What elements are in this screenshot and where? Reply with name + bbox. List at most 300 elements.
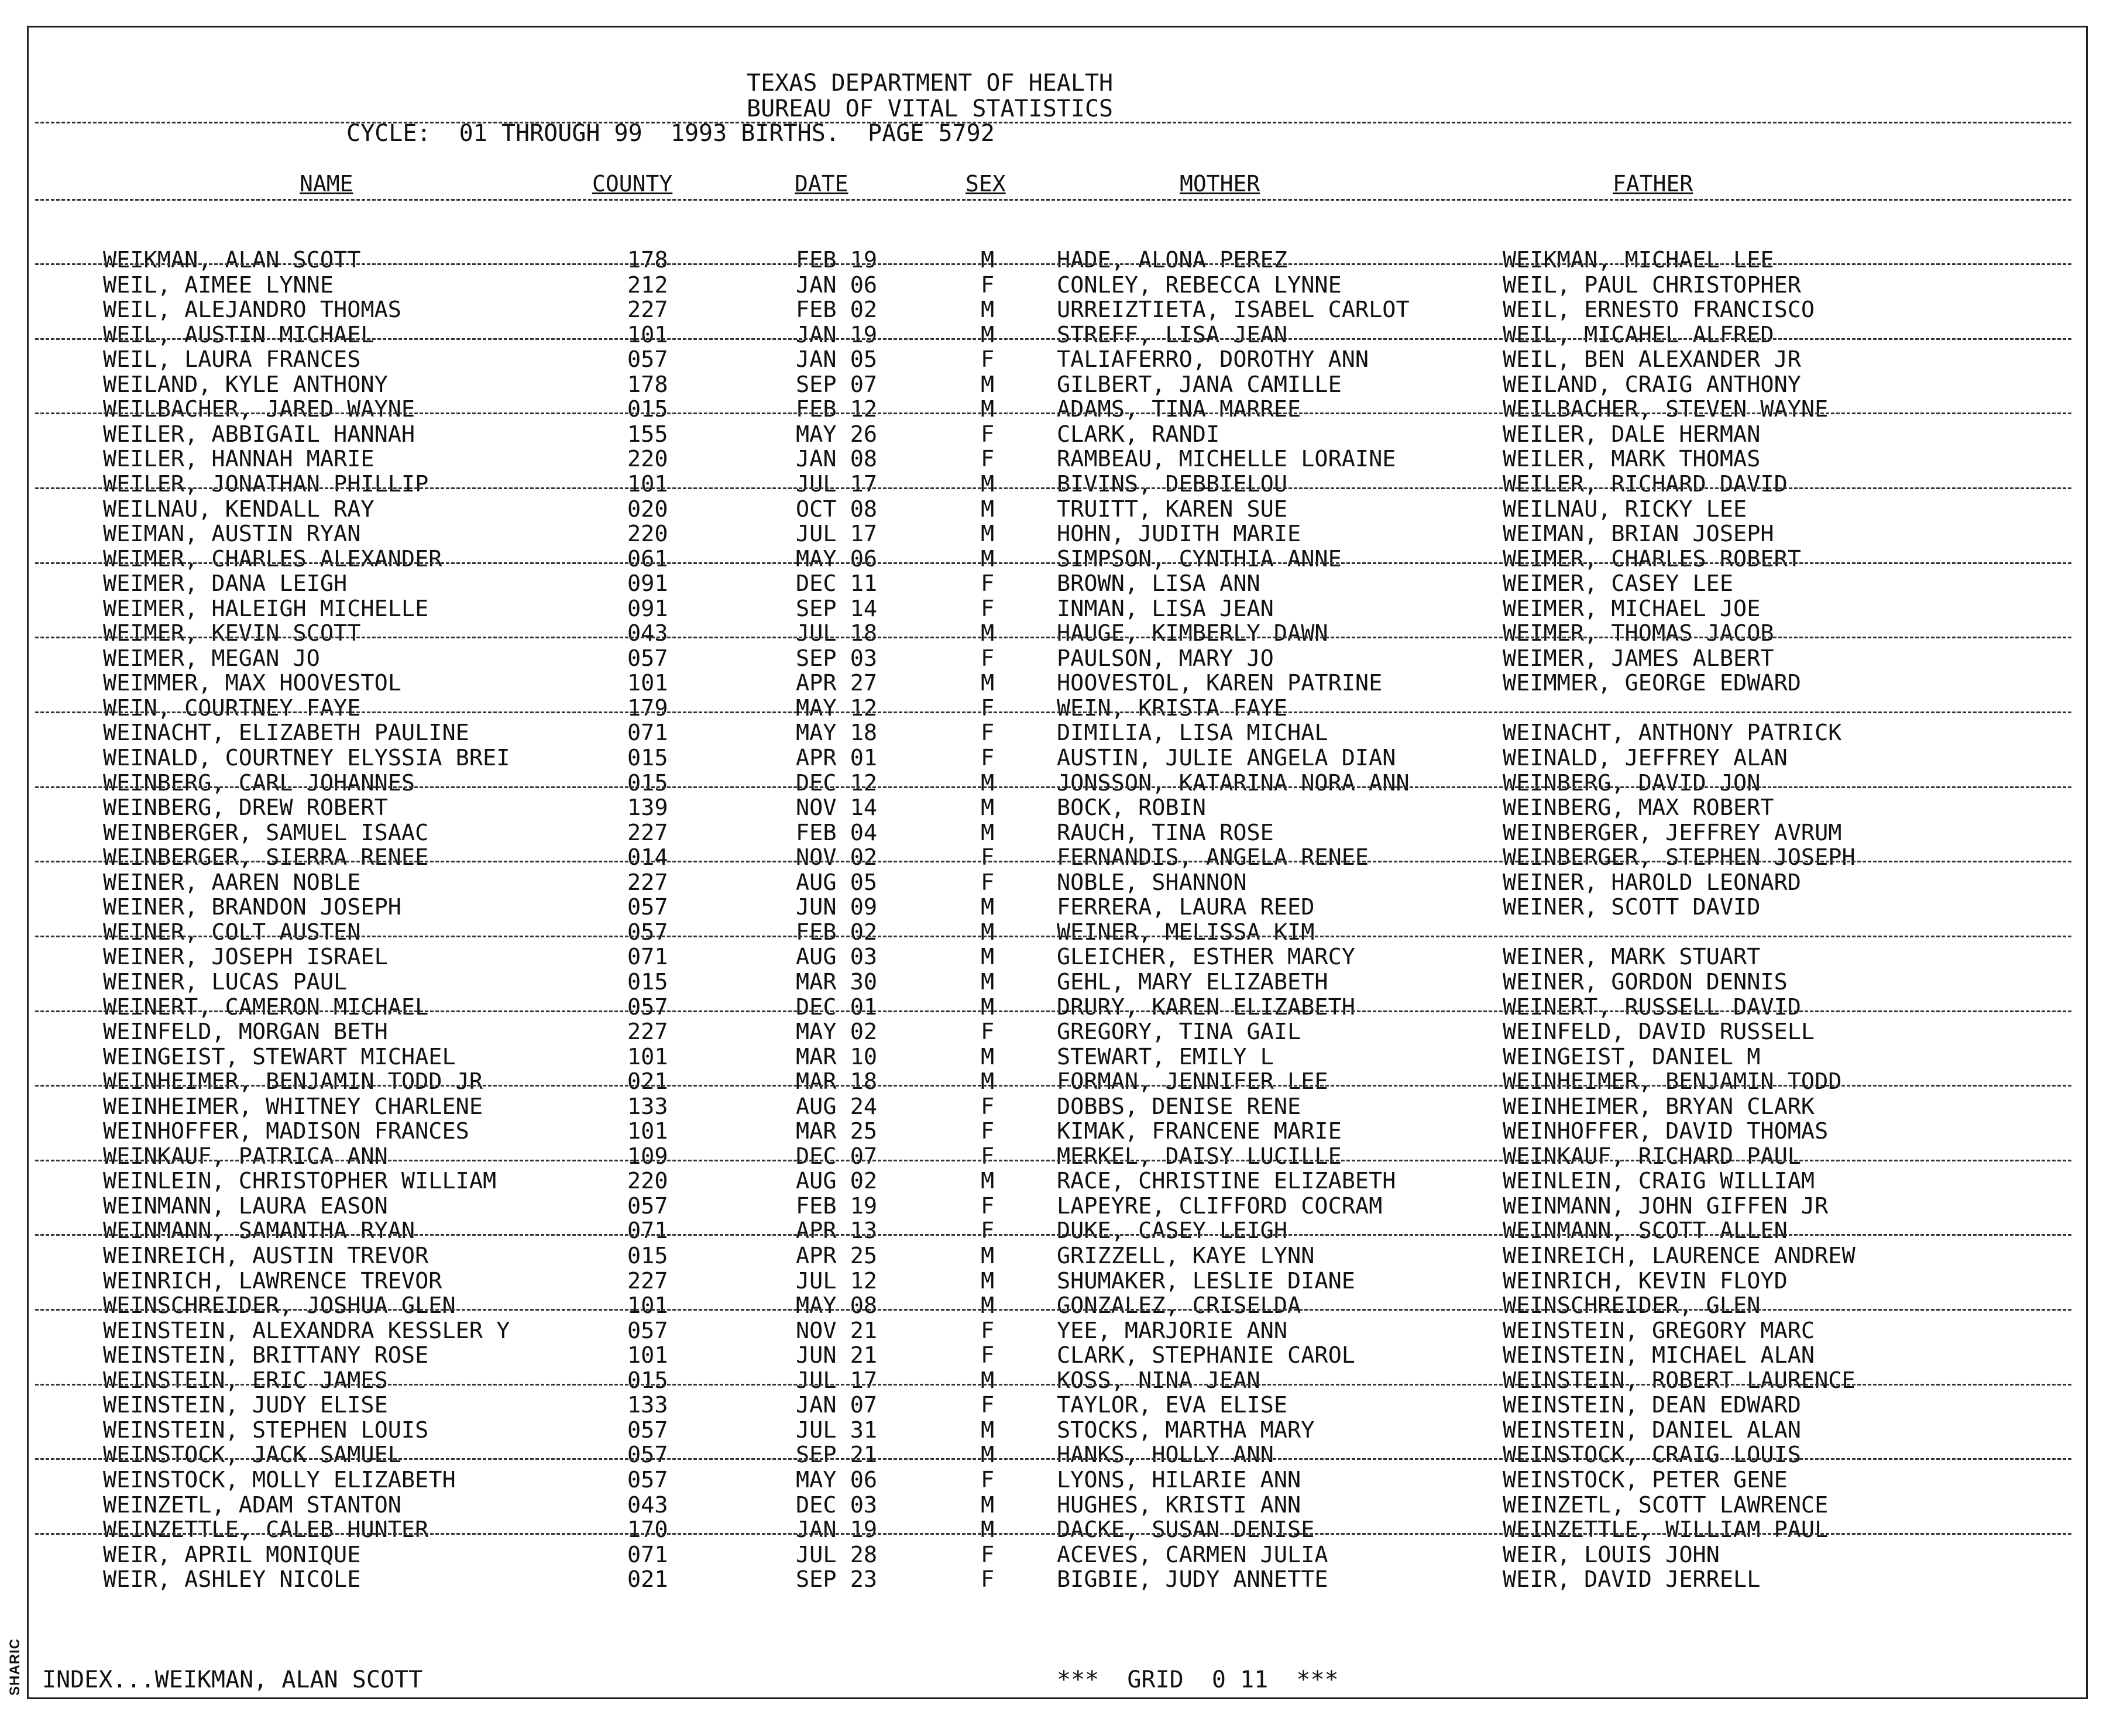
record-sex: M xyxy=(981,321,995,348)
record-mother-name: FERNANDIS, ANGELA RENEE xyxy=(1057,844,1369,871)
record-birth-date: MAR 18 xyxy=(796,1068,878,1095)
record-birth-date: FEB 02 xyxy=(796,919,878,946)
record-sex: F xyxy=(981,1317,995,1344)
record-child-name: WEILER, JONATHAN PHILLIP xyxy=(103,470,429,497)
record-birth-date: MAY 06 xyxy=(796,545,878,572)
record-mother-name: JONSSON, KATARINA NORA ANN xyxy=(1057,769,1410,796)
record-mother-name: GEHL, MARY ELIZABETH xyxy=(1057,968,1328,995)
record-father-name: WEILAND, CRAIG ANTHONY xyxy=(1503,371,1801,398)
record-county: 133 xyxy=(627,1392,668,1419)
record-county: 057 xyxy=(627,346,668,373)
record-child-name: WEINSTOCK, MOLLY ELIZABETH xyxy=(103,1466,456,1493)
record-sex: M xyxy=(981,670,995,697)
record-county: 057 xyxy=(627,1192,668,1219)
record-mother-name: LAPEYRE, CLIFFORD COCRAM xyxy=(1057,1192,1383,1219)
record-birth-date: SEP 21 xyxy=(796,1442,878,1469)
record-sex: M xyxy=(981,1243,995,1269)
record-child-name: WEIMER, DANA LEIGH xyxy=(103,570,348,597)
record-child-name: WEINSTEIN, ERIC JAMES xyxy=(103,1367,388,1394)
record-father-name: WEILBACHER, STEVEN WAYNE xyxy=(1503,396,1829,423)
record-mother-name: GILBERT, JANA CAMILLE xyxy=(1057,371,1342,398)
record-birth-date: SEP 03 xyxy=(796,645,878,672)
record-sex: M xyxy=(981,396,995,423)
record-mother-name: HANKS, HOLLY ANN xyxy=(1057,1442,1274,1469)
record-father-name: WEINER, SCOTT DAVID xyxy=(1503,894,1761,921)
record-birth-date: AUG 24 xyxy=(796,1093,878,1120)
record-mother-name: TALIAFERRO, DOROTHY ANN xyxy=(1057,346,1369,373)
record-mother-name: GLEICHER, ESTHER MARCY xyxy=(1057,944,1355,971)
record-child-name: WEINMANN, SAMANTHA RYAN xyxy=(103,1218,415,1245)
record-father-name: WEIKMAN, MICHAEL LEE xyxy=(1503,247,1774,273)
record-sex: F xyxy=(981,271,995,298)
record-birth-date: JUN 09 xyxy=(796,894,878,921)
record-county: 057 xyxy=(627,1466,668,1493)
record-father-name: WEINSTEIN, GREGORY MARC xyxy=(1503,1317,1815,1344)
record-county: 057 xyxy=(627,1317,668,1344)
record-county: 101 xyxy=(627,1342,668,1369)
record-birth-date: FEB 04 xyxy=(796,819,878,846)
record-child-name: WEINBERGER, SIERRA RENEE xyxy=(103,844,429,871)
record-birth-date: JUL 12 xyxy=(796,1267,878,1294)
record-father-name: WEINGEIST, DANIEL M xyxy=(1503,1043,1761,1070)
row-group-divider xyxy=(35,1458,2071,1460)
record-sex: F xyxy=(981,1143,995,1170)
record-mother-name: DIMILIA, LISA MICHAL xyxy=(1057,720,1328,747)
record-sex: M xyxy=(981,1367,995,1394)
record-sex: M xyxy=(981,470,995,497)
record-child-name: WEILER, ABBIGAIL HANNAH xyxy=(103,421,415,448)
record-birth-date: SEP 14 xyxy=(796,595,878,622)
record-father-name: WEILER, MARK THOMAS xyxy=(1503,446,1761,473)
record-child-name: WEINKAUF, PATRICA ANN xyxy=(103,1143,388,1170)
record-father-name: WEIR, LOUIS JOHN xyxy=(1503,1541,1720,1568)
record-county: 091 xyxy=(627,570,668,597)
record-birth-date: FEB 19 xyxy=(796,247,878,273)
record-mother-name: RAUCH, TINA ROSE xyxy=(1057,819,1274,846)
record-birth-date: JAN 19 xyxy=(796,1517,878,1544)
record-child-name: WEIL, LAURA FRANCES xyxy=(103,346,361,373)
row-group-divider xyxy=(35,1085,2071,1087)
record-sex: M xyxy=(981,968,995,995)
record-county: 015 xyxy=(627,745,668,771)
row-group-divider xyxy=(35,263,2071,265)
record-child-name: WEINBERG, CARL JOHANNES xyxy=(103,769,415,796)
record-father-name: WEINSTOCK, CRAIG LOUIS xyxy=(1503,1442,1801,1469)
record-child-name: WEIL, AIMEE LYNNE xyxy=(103,271,334,298)
record-birth-date: DEC 01 xyxy=(796,994,878,1020)
record-sex: M xyxy=(981,1417,995,1443)
record-child-name: WEINBERG, DREW ROBERT xyxy=(103,795,388,821)
record-county: 021 xyxy=(627,1566,668,1593)
record-birth-date: APR 13 xyxy=(796,1218,878,1245)
record-sex: M xyxy=(981,297,995,324)
record-father-name: WEIMER, MICHAEL JOE xyxy=(1503,595,1761,622)
record-father-name: WEINSTEIN, ROBERT LAURENCE xyxy=(1503,1367,1856,1394)
record-mother-name: HAUGE, KIMBERLY DAWN xyxy=(1057,620,1328,647)
row-group-divider xyxy=(35,1533,2071,1535)
record-mother-name: NOBLE, SHANNON xyxy=(1057,869,1247,896)
record-mother-name: MERKEL, DAISY LUCILLE xyxy=(1057,1143,1342,1170)
record-county: 227 xyxy=(627,297,668,324)
record-county: 101 xyxy=(627,1118,668,1145)
record-father-name: WEILNAU, RICKY LEE xyxy=(1503,496,1747,522)
record-sex: M xyxy=(981,1068,995,1095)
record-birth-date: JUL 18 xyxy=(796,620,878,647)
record-county: 071 xyxy=(627,1541,668,1568)
record-sex: M xyxy=(981,620,995,647)
record-sex: F xyxy=(981,1192,995,1219)
record-birth-date: JUL 17 xyxy=(796,521,878,548)
record-child-name: WEINSCHREIDER, JOSHUA GLEN xyxy=(103,1292,456,1319)
column-header-mother: MOTHER xyxy=(1180,171,1260,197)
record-birth-date: MAY 02 xyxy=(796,1019,878,1046)
record-sex: M xyxy=(981,894,995,921)
record-sex: M xyxy=(981,819,995,846)
record-mother-name: URREIZTIETA, ISABEL CARLOT xyxy=(1057,297,1410,324)
record-mother-name: FORMAN, JENNIFER LEE xyxy=(1057,1068,1328,1095)
record-father-name: WEINBERG, DAVID JON xyxy=(1503,769,1761,796)
record-birth-date: NOV 02 xyxy=(796,844,878,871)
record-mother-name: ADAMS, TINA MARREE xyxy=(1057,396,1301,423)
record-county: 015 xyxy=(627,1367,668,1394)
row-group-divider xyxy=(35,1384,2071,1386)
record-child-name: WEINSTEIN, BRITTANY ROSE xyxy=(103,1342,429,1369)
row-group-divider xyxy=(35,786,2071,788)
record-child-name: WEIL, ALEJANDRO THOMAS xyxy=(103,297,401,324)
record-father-name: WEINBERG, MAX ROBERT xyxy=(1503,795,1774,821)
record-child-name: WEINZETTLE, CALEB HUNTER xyxy=(103,1517,429,1544)
record-sex: F xyxy=(981,695,995,721)
column-header-sex: SEX xyxy=(965,171,1006,197)
record-county: 227 xyxy=(627,869,668,896)
record-child-name: WEINER, BRANDON JOSEPH xyxy=(103,894,401,921)
column-header-county: COUNTY xyxy=(592,171,673,197)
agency-title: TEXAS DEPARTMENT OF HEALTH xyxy=(747,70,1114,97)
record-sex: F xyxy=(981,844,995,871)
footer-grid: *** GRID 0 11 *** xyxy=(1057,1666,1339,1693)
record-mother-name: DRURY, KAREN ELIZABETH xyxy=(1057,994,1355,1020)
record-mother-name: TAYLOR, EVA ELISE xyxy=(1057,1392,1288,1419)
record-county: 043 xyxy=(627,620,668,647)
record-child-name: WEIMMER, MAX HOOVESTOL xyxy=(103,670,401,697)
record-mother-name: HOOVESTOL, KAREN PATRINE xyxy=(1057,670,1383,697)
record-father-name: WEIMMER, GEORGE EDWARD xyxy=(1503,670,1801,697)
record-father-name: WEINHEIMER, BRYAN CLARK xyxy=(1503,1093,1815,1120)
record-county: 057 xyxy=(627,645,668,672)
record-sex: F xyxy=(981,595,995,622)
record-father-name: WEINKAUF, RICHARD PAUL xyxy=(1503,1143,1801,1170)
record-father-name: WEIMER, CHARLES ROBERT xyxy=(1503,545,1801,572)
record-birth-date: MAY 06 xyxy=(796,1466,878,1493)
row-group-divider xyxy=(35,637,2071,638)
record-father-name: WEIL, ERNESTO FRANCISCO xyxy=(1503,297,1815,324)
record-mother-name: ACEVES, CARMEN JULIA xyxy=(1057,1541,1328,1568)
record-birth-date: MAR 10 xyxy=(796,1043,878,1070)
record-mother-name: KOSS, NINA JEAN xyxy=(1057,1367,1260,1394)
record-birth-date: JAN 05 xyxy=(796,346,878,373)
record-county: 057 xyxy=(627,919,668,946)
record-father-name: WEINFELD, DAVID RUSSELL xyxy=(1503,1019,1815,1046)
record-mother-name: CLARK, STEPHANIE CAROL xyxy=(1057,1342,1355,1369)
row-group-divider xyxy=(35,1010,2071,1012)
record-child-name: WEILNAU, KENDALL RAY xyxy=(103,496,374,522)
record-county: 021 xyxy=(627,1068,668,1095)
record-sex: M xyxy=(981,521,995,548)
record-sex: M xyxy=(981,1292,995,1319)
record-father-name: WEIL, MICAHEL ALFRED xyxy=(1503,321,1774,348)
record-father-name: WEINER, GORDON DENNIS xyxy=(1503,968,1788,995)
record-child-name: WEINGEIST, STEWART MICHAEL xyxy=(103,1043,456,1070)
record-county: 109 xyxy=(627,1143,668,1170)
record-sex: M xyxy=(981,1168,995,1195)
record-birth-date: SEP 23 xyxy=(796,1566,878,1593)
record-county: 015 xyxy=(627,396,668,423)
record-mother-name: DUKE, CASEY LEIGH xyxy=(1057,1218,1288,1245)
record-child-name: WEIMER, CHARLES ALEXANDER xyxy=(103,545,442,572)
record-sex: M xyxy=(981,496,995,522)
record-sex: M xyxy=(981,769,995,796)
record-county: 057 xyxy=(627,1442,668,1469)
record-birth-date: APR 27 xyxy=(796,670,878,697)
record-sex: M xyxy=(981,247,995,273)
record-birth-date: MAY 18 xyxy=(796,720,878,747)
record-father-name: WEIL, PAUL CHRISTOPHER xyxy=(1503,271,1801,298)
record-child-name: WEINERT, CAMERON MICHAEL xyxy=(103,994,429,1020)
record-birth-date: APR 01 xyxy=(796,745,878,771)
record-sex: F xyxy=(981,720,995,747)
record-birth-date: JUL 17 xyxy=(796,470,878,497)
record-child-name: WEILER, HANNAH MARIE xyxy=(103,446,374,473)
row-group-divider xyxy=(35,936,2071,937)
record-child-name: WEIMER, HALEIGH MICHELLE xyxy=(103,595,429,622)
record-father-name: WEINALD, JEFFREY ALAN xyxy=(1503,745,1788,771)
column-header-date: DATE xyxy=(795,171,848,197)
record-sex: F xyxy=(981,1118,995,1145)
record-child-name: WEIMAN, AUSTIN RYAN xyxy=(103,521,361,548)
record-sex: F xyxy=(981,645,995,672)
cycle-line: CYCLE: 01 THROUGH 99 1993 BIRTHS. PAGE 5792 xyxy=(346,120,995,147)
record-birth-date: JUN 21 xyxy=(796,1342,878,1369)
record-mother-name: DOBBS, DENISE RENE xyxy=(1057,1093,1301,1120)
record-birth-date: JUL 31 xyxy=(796,1417,878,1443)
record-child-name: WEINFELD, MORGAN BETH xyxy=(103,1019,388,1046)
record-mother-name: HADE, ALONA PEREZ xyxy=(1057,247,1288,273)
record-child-name: WEINMANN, LAURA EASON xyxy=(103,1192,388,1219)
record-county: 212 xyxy=(627,271,668,298)
record-mother-name: CONLEY, REBECCA LYNNE xyxy=(1057,271,1342,298)
row-group-divider xyxy=(35,1309,2071,1311)
row-group-divider xyxy=(35,412,2071,414)
record-father-name: WEINLEIN, CRAIG WILLIAM xyxy=(1503,1168,1815,1195)
record-father-name: WEINERT, RUSSELL DAVID xyxy=(1503,994,1801,1020)
record-county: 057 xyxy=(627,1417,668,1443)
record-child-name: WEINREICH, AUSTIN TREVOR xyxy=(103,1243,429,1269)
record-child-name: WEIL, AUSTIN MICHAEL xyxy=(103,321,374,348)
record-child-name: WEIR, APRIL MONIQUE xyxy=(103,1541,361,1568)
record-mother-name: BIVINS, DEBBIELOU xyxy=(1057,470,1288,497)
record-father-name: WEIMER, THOMAS JACOB xyxy=(1503,620,1774,647)
record-father-name: WEINREICH, LAURENCE ANDREW xyxy=(1503,1243,1856,1269)
record-birth-date: AUG 03 xyxy=(796,944,878,971)
record-birth-date: JUL 28 xyxy=(796,1541,878,1568)
record-birth-date: DEC 11 xyxy=(796,570,878,597)
side-label-text: SHARIC xyxy=(7,1638,23,1696)
record-sex: F xyxy=(981,1566,995,1593)
record-county: 101 xyxy=(627,321,668,348)
record-county: 220 xyxy=(627,446,668,473)
record-mother-name: PAULSON, MARY JO xyxy=(1057,645,1274,672)
record-child-name: WEINER, JOSEPH ISRAEL xyxy=(103,944,388,971)
record-sex: F xyxy=(981,1392,995,1419)
record-father-name: WEINHOFFER, DAVID THOMAS xyxy=(1503,1118,1829,1145)
record-birth-date: MAY 08 xyxy=(796,1292,878,1319)
record-county: 133 xyxy=(627,1093,668,1120)
record-child-name: WEINER, LUCAS PAUL xyxy=(103,968,348,995)
record-child-name: WEINHOFFER, MADISON FRANCES xyxy=(103,1118,469,1145)
record-birth-date: MAY 26 xyxy=(796,421,878,448)
record-sex: F xyxy=(981,1466,995,1493)
record-child-name: WEINALD, COURTNEY ELYSSIA BREI xyxy=(103,745,510,771)
record-father-name: WEINBERGER, JEFFREY AVRUM xyxy=(1503,819,1842,846)
record-county: 101 xyxy=(627,670,668,697)
record-county: 139 xyxy=(627,795,668,821)
record-father-name: WEILER, DALE HERMAN xyxy=(1503,421,1761,448)
record-child-name: WEINSTOCK, JACK SAMUEL xyxy=(103,1442,401,1469)
record-county: 071 xyxy=(627,1218,668,1245)
record-birth-date: AUG 05 xyxy=(796,869,878,896)
record-father-name: WEIMER, CASEY LEE xyxy=(1503,570,1734,597)
record-county: 043 xyxy=(627,1491,668,1518)
record-county: 170 xyxy=(627,1517,668,1544)
record-child-name: WEINHEIMER, BENJAMIN TODD JR xyxy=(103,1068,483,1095)
row-group-divider xyxy=(35,1160,2071,1161)
record-county: 061 xyxy=(627,545,668,572)
record-child-name: WEINACHT, ELIZABETH PAULINE xyxy=(103,720,469,747)
record-county: 178 xyxy=(627,371,668,398)
record-sex: M xyxy=(981,994,995,1020)
record-sex: M xyxy=(981,919,995,946)
record-birth-date: NOV 14 xyxy=(796,795,878,821)
record-child-name: WEILBACHER, JARED WAYNE xyxy=(103,396,415,423)
record-county: 101 xyxy=(627,1292,668,1319)
record-birth-date: FEB 02 xyxy=(796,297,878,324)
record-birth-date: JUL 17 xyxy=(796,1367,878,1394)
record-child-name: WEINER, AAREN NOBLE xyxy=(103,869,361,896)
record-mother-name: DACKE, SUSAN DENISE xyxy=(1057,1517,1315,1544)
record-county: 014 xyxy=(627,844,668,871)
column-header-father: FATHER xyxy=(1613,171,1693,197)
record-county: 227 xyxy=(627,819,668,846)
record-mother-name: GRIZZELL, KAYE LYNN xyxy=(1057,1243,1315,1269)
record-child-name: WEINHEIMER, WHITNEY CHARLENE xyxy=(103,1093,483,1120)
record-mother-name: RAMBEAU, MICHELLE LORAINE xyxy=(1057,446,1396,473)
bureau-title: BUREAU OF VITAL STATISTICS xyxy=(747,95,1114,122)
row-group-divider xyxy=(35,562,2071,564)
record-child-name: WEIKMAN, ALAN SCOTT xyxy=(103,247,361,273)
record-father-name: WEINMANN, JOHN GIFFEN JR xyxy=(1503,1192,1829,1219)
row-group-divider xyxy=(35,711,2071,713)
record-mother-name: KIMAK, FRANCENE MARIE xyxy=(1057,1118,1342,1145)
record-father-name: WEIMAN, BRIAN JOSEPH xyxy=(1503,521,1774,548)
record-child-name: WEINBERGER, SAMUEL ISAAC xyxy=(103,819,429,846)
record-mother-name: BOCK, ROBIN xyxy=(1057,795,1206,821)
record-mother-name: AUSTIN, JULIE ANGELA DIAN xyxy=(1057,745,1396,771)
record-birth-date: OCT 08 xyxy=(796,496,878,522)
record-mother-name: YEE, MARJORIE ANN xyxy=(1057,1317,1288,1344)
record-mother-name: HOHN, JUDITH MARIE xyxy=(1057,521,1301,548)
record-mother-name: SHUMAKER, LESLIE DIANE xyxy=(1057,1267,1355,1294)
record-county: 057 xyxy=(627,894,668,921)
record-sex: F xyxy=(981,1342,995,1369)
record-sex: M xyxy=(981,371,995,398)
record-child-name: WEINZETL, ADAM STANTON xyxy=(103,1491,401,1518)
record-county: 179 xyxy=(627,695,668,721)
footer-index: INDEX...WEIKMAN, ALAN SCOTT xyxy=(42,1666,423,1693)
record-father-name: WEINER, HAROLD LEONARD xyxy=(1503,869,1801,896)
record-father-name: WEINMANN, SCOTT ALLEN xyxy=(1503,1218,1788,1245)
record-father-name: WEINZETTLE, WILLIAM PAUL xyxy=(1503,1517,1829,1544)
record-father-name: WEINZETL, SCOTT LAWRENCE xyxy=(1503,1491,1829,1518)
record-father-name: WEIL, BEN ALEXANDER JR xyxy=(1503,346,1801,373)
record-mother-name: CLARK, RANDI xyxy=(1057,421,1220,448)
record-birth-date: DEC 07 xyxy=(796,1143,878,1170)
record-sex: F xyxy=(981,421,995,448)
record-birth-date: MAR 30 xyxy=(796,968,878,995)
record-sex: M xyxy=(981,944,995,971)
record-county: 057 xyxy=(627,994,668,1020)
record-child-name: WEINSTEIN, JUDY ELISE xyxy=(103,1392,388,1419)
record-father-name: WEINSTEIN, MICHAEL ALAN xyxy=(1503,1342,1815,1369)
record-county: 227 xyxy=(627,1019,668,1046)
record-child-name: WEINSTEIN, ALEXANDRA KESSLER Y xyxy=(103,1317,510,1344)
record-mother-name: WEIN, KRISTA FAYE xyxy=(1057,695,1288,721)
record-mother-name: INMAN, LISA JEAN xyxy=(1057,595,1274,622)
record-mother-name: FERRERA, LAURA REED xyxy=(1057,894,1315,921)
record-county: 155 xyxy=(627,421,668,448)
column-header-name: NAME xyxy=(300,171,353,197)
record-sex: M xyxy=(981,1442,995,1469)
record-sex: F xyxy=(981,570,995,597)
record-county: 071 xyxy=(627,720,668,747)
record-birth-date: SEP 07 xyxy=(796,371,878,398)
record-birth-date: DEC 12 xyxy=(796,769,878,796)
record-mother-name: BIGBIE, JUDY ANNETTE xyxy=(1057,1566,1328,1593)
record-father-name: WEINBERGER, STEPHEN JOSEPH xyxy=(1503,844,1856,871)
record-father-name: WEINRICH, KEVIN FLOYD xyxy=(1503,1267,1788,1294)
record-father-name: WEILER, RICHARD DAVID xyxy=(1503,470,1788,497)
record-mother-name: HUGHES, KRISTI ANN xyxy=(1057,1491,1301,1518)
record-mother-name: STEWART, EMILY L xyxy=(1057,1043,1274,1070)
record-child-name: WEINSTEIN, STEPHEN LOUIS xyxy=(103,1417,429,1443)
record-county: 178 xyxy=(627,247,668,273)
record-birth-date: JAN 06 xyxy=(796,271,878,298)
record-sex: M xyxy=(981,795,995,821)
record-sex: F xyxy=(981,446,995,473)
record-county: 227 xyxy=(627,1267,668,1294)
record-mother-name: GONZALEZ, CRISELDA xyxy=(1057,1292,1301,1319)
record-father-name: WEINSCHREIDER, GLEN xyxy=(1503,1292,1761,1319)
record-sex: M xyxy=(981,1491,995,1518)
record-father-name: WEINHEIMER, BENJAMIN TODD xyxy=(1503,1068,1842,1095)
record-county: 015 xyxy=(627,968,668,995)
record-sex: F xyxy=(981,1019,995,1046)
record-sex: M xyxy=(981,1043,995,1070)
record-sex: F xyxy=(981,869,995,896)
record-sex: F xyxy=(981,745,995,771)
record-mother-name: SIMPSON, CYNTHIA ANNE xyxy=(1057,545,1342,572)
record-mother-name: WEINER, MELISSA KIM xyxy=(1057,919,1315,946)
record-birth-date: APR 25 xyxy=(796,1243,878,1269)
